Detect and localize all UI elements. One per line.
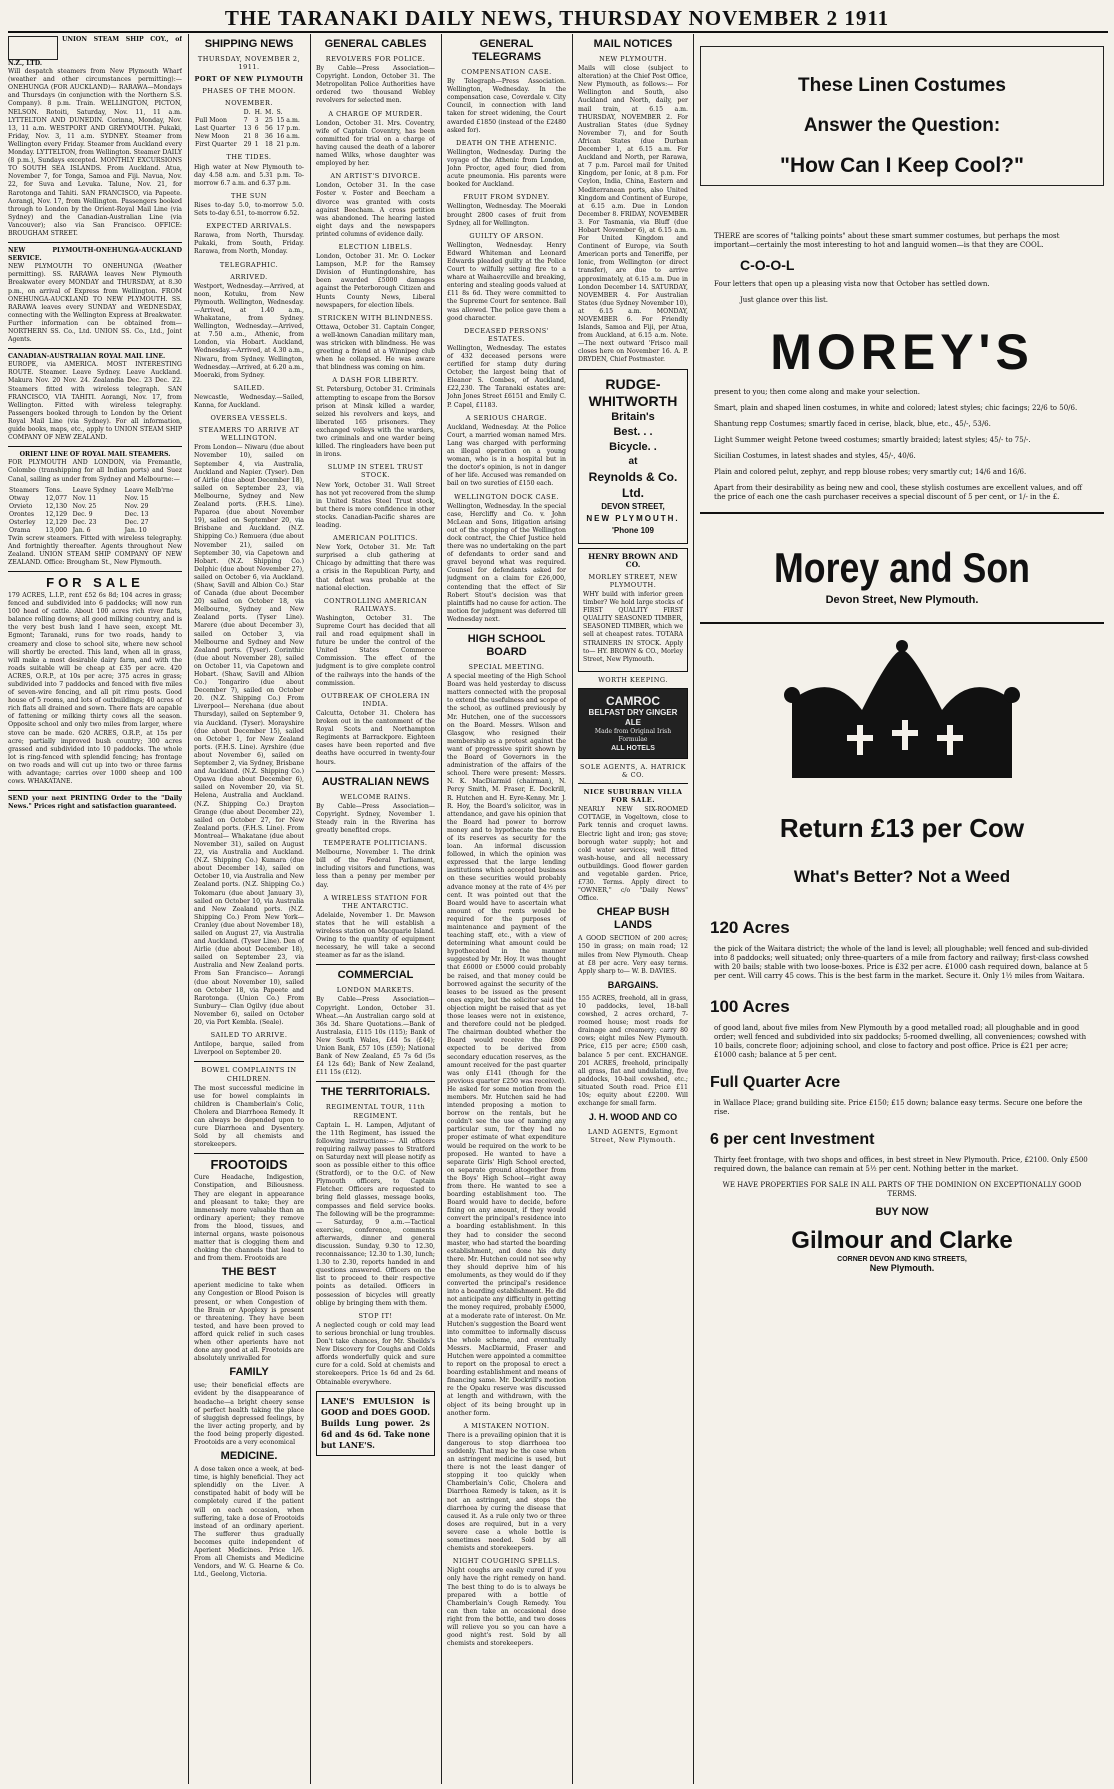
cool-word: C-O-O-L: [740, 257, 795, 273]
costume-list: [700, 404, 1104, 502]
canadian-line-ad: [8, 353, 182, 442]
table-cell: 1: [254, 141, 259, 149]
table-cell: 12,130: [45, 502, 68, 510]
np-onehunga-heading: NEW PLYMOUTH-ONEHUNGA-AUCKLAND SERVICE.: [8, 247, 182, 263]
cable-heading: A CHARGE OF MURDER.: [328, 109, 423, 118]
printing-ad: SEND your next PRINTING Order to the "Daily News." Prices right and satisfaction guaranteed.: [8, 795, 182, 811]
port-heading: PORT OF NEW PLYMOUTH: [194, 75, 304, 84]
night-coughing-heading: NIGHT COUGHING SPELLS.: [452, 1557, 561, 1566]
column-rule: [693, 34, 694, 1784]
costume-item: Shantung repp Costumes; smartly faced in cerise, black, blue, etc., 45/-, 53/6.: [714, 420, 991, 428]
column-shipping-ads: [8, 36, 182, 1781]
column-mail-notices: [578, 36, 688, 1781]
cable-text: London, October 31. Mrs. Coventry, wife of Captain Coventry, has been committed for trial on a charge of having caused the death of a laborer named Wilks, whose daughter was employed by her.: [316, 119, 435, 168]
special-meeting-heading: SPECIAL MEETING.: [468, 663, 545, 671]
table-cell: 12,129: [45, 510, 68, 518]
telegram-text: Wellington, Wednesday. In the special case, Hercliffy and Co. v. John McLean and Sons, litigation arising out of the stopping of the Wellington dock contract, the Chief Justice held there was no undertaking on the part of defendants to order sand and gravel beyond what was required. Counsel for defendants asked for judgment on a claim for £26,000, contending that the effect of Sir Robert Stout's decision was that plaintiffs had no cause for action. The motion for judgment was deferred till Wednesday next.: [447, 502, 566, 623]
medicine-heading: MEDICINE.: [220, 1450, 278, 1463]
orient-line-text: FOR PLYMOUTH AND LONDON, via Fremantle, Colombo (transhipping for all Indian ports) and Suez Canal, sailing as under from Sydney and Melbourne:—: [8, 459, 182, 483]
rudge-whitworth-ad: [578, 369, 688, 544]
cheap-bush-lands-heading: CHEAP BUSH LANDS: [596, 906, 670, 932]
family-text: use; their beneficial effects are evident by the disappearance of headache—a bright cheery sense of perfect health taking the place of sluggish depressed feelings, by the liver acting properly, and by the food being properly digested. Frootoids are a very economical: [194, 1382, 304, 1446]
cammoc-agents: SOLE AGENTS, A. HATRICK & CO.: [580, 762, 686, 779]
high-school-board-text: A special meeting of the High School Board was held yesterday to discuss matters connected with the proposal to extend the usefulness and scope of the school, as outlined previously by Mr. Hutchen, one of the successors on the Board. Messrs. Wilson and Glasgow, who resigned their membership as a protest against the want of progressive spirit shown by the Board of Governors in the administration of the affairs of the school. There were present: Messrs. N. K. MacDiarmid (chairman), N. Percy Smith, M. Fraser, E. Dockrill, R. Hutchen and H. Eyre-Kenny. Mr. J. R. Hoy, the Board's solicitor, was in attendance, and gave his opinion that the Board had power to borrow money and to hypothecate the rents of its reserves as security for the loan. An informal discussion followed, in which the opinion was expressed that the large lending institutions which accepted business on these securities would probably advance money at the rate of 4½ per cent. It was pointed out that the Board would have to ascertain what amount of the rents would be required for the purposes of maintenance and payment of the teaching staff, etc., with a view of determining what amount could be hypothecated in the manner suggested by Mr. Hoy. It was thought that £6000 or £5000 could probably be raised, and that money could be borrowed against the security of the leases to be issued as the present ones expire, but the solicitor said the objection might be raised that as yet those leases were not in existence, and therefore could not be pledged. The chairman doubted whether the Board would receive the £800 expected to be derived from secondary education reserves, as the amount received for the past quarter was only £141 (though for the previous quarter £250 was received). He asked for some motion from the members. Mr. Hutchen said he had intended proposing a motion to borrow on the rentals, but he couldn't see the use of naming any particular sum, for they had no proper estimate of what expenditure would be required on the work to be proposed. He wanted to have a separate Girls' High School erected, on separate ground altogether from the Boys' High School—right away from there. He wanted to see a boarding establishment too. The Board would have to decide, before fixing on any amount, if they would convert the principal's residence into a boarding establishment. In this they had to consider the second master, who had started the boarding establishment, and done his duty there. Mr. Hutchen could not see why they should deprive him of his emoluments, as they would do if they converted the principal's residence into a boarding establishment. He did not anticipate any difficulty in getting the money required, probably £5000, at a moderate rate of interest. On Mr. Hutchen's suggestion the Board went into committee to informally discuss the whole scheme, and eventually Messrs. MacDiarmid, Fraser and Hutchen were appointed a committee to report on the proposal to erect a boarding establishment and means of financing same. Mr. Dockrill's motion re the Opaku reserve was discussed at length and withdrawn, with the object of its being brought up in another form.: [447, 673, 566, 1417]
table-row: [194, 133, 304, 141]
cable-heading: OUTBREAK OF CHOLERA IN INDIA.: [320, 691, 431, 708]
telegram-heading: COMPENSATION CASE.: [461, 68, 552, 76]
table-cell: 21: [243, 133, 252, 141]
present-text: present to you; then come along and make your selection.: [714, 388, 921, 396]
table-cell: Dec. 23: [72, 518, 97, 526]
costume-item: Plain and colored pelut, zephyr, and repp blouse robes; very smartly cut; 14/6 and 16/6.: [714, 468, 1027, 476]
telegram-text: Wellington, Wednesday. The Moeraki brought 2800 cases of fruit from Sydney, all for Wellington.: [447, 203, 566, 227]
table-row: [8, 527, 182, 535]
orient-line-heading: ORIENT LINE OF ROYAL MAIL STEAMERS.: [19, 451, 171, 459]
union-steam-ad: [8, 36, 182, 238]
sailed-text: Newcastle, Wednesday.—Sailed, Kanna, for Auckland.: [194, 393, 304, 409]
four-letters-text: Four letters that open up a pleasing vista now that October has settled down.: [714, 280, 990, 288]
table-cell: 29: [243, 141, 252, 149]
cable-text: New York, October 31. Wall Street has not yet recovered from the slump in United States Steel Trust stock, but there is more confidence in other stocks. Canadian-Pacific shares are leading.: [316, 481, 435, 529]
jh-wood-address: LAND AGENTS, Egmont Street, New Plymouth.: [587, 1128, 679, 1145]
gilmour-address: CORNER DEVON AND KING STREETS,: [837, 1256, 967, 1263]
telegram-text: By Telegraph—Press Association. Wellington, Wednesday. In the compensation case, Coverdale v. City Council, in connection with land taken for street widening, the Court awarded £1850 (instead of the £2480 asked for).: [447, 78, 566, 134]
the-best-heading: THE BEST: [221, 1266, 277, 1279]
night-coughing-text: Night coughs are easily cured if you only have the right remedy on hand. The best thing to do is to always be prepared with a bottle of Chamberlain's Cough Remedy. You can then take an occasional dose right from the bottle, and two doses will relieve you so you can have a good night's rest. Sold by all chemists and storekeepers.: [447, 1567, 566, 1648]
cammoc-line: ALL HOTELS: [611, 744, 655, 752]
cable-heading: A DASH FOR LIBERTY.: [332, 376, 419, 385]
table-cell: 13: [243, 125, 252, 133]
mail-notices-text: Mails will close (subject to alteration) at the Chief Post Office, New Plymouth, as follows:— For Wellington and South, also Auckland and North, daily, per mail train, at 6.15 a.m. THURSDAY, NOVEMBER 2. For Australian States (due Sydney November 7), and for South African States (due Durban December 1, at 6.15 a.m. For Auckland and North, per Rarawa, at 7 p.m. Parcel mail for United Kingdom, per Ionic, at 8 p.m. For Ceylon, India, China, Eastern and Mediterranean ports, also United Kingdom and Continent of Europe, at 6.15 a.m. Due in London December 8. FRIDAY, NOVEMBER 3. For Tasmania, via Bluff (due Hobart November 6), at 6.15 a.m. For United Kingdom and Continent of Europe, via South American ports and Teneriffe, per Ionic, from Wellington (or direct transfer), are due to arrive approximately, at 6.15 a.m. Due in London December 14. SATURDAY, NOVEMBER 4. For Australian States (due Sydney November 10), at 6.15 a.m. MONDAY, NOVEMBER 6. For Friendly Islands, Samoa and Fiji, per Atua, from Auckland, at 6.15 a.m. Note.—The next outward 'Frisco mail closes here on November 16. A. P. DRYDEN, Chief Postmaster.: [578, 65, 688, 364]
territorials-subheading: REGIMENTAL TOUR, 11th REGIMENT.: [325, 1103, 426, 1120]
table-cell: Orontes: [9, 510, 35, 518]
tides-heading: THE TIDES.: [226, 153, 272, 162]
table-cell: 6: [254, 125, 259, 133]
telegram-text: Auckland, Wednesday. At the Police Court, a married woman named Mrs. Lang was charged with performing an illegal operation on a young woman, who is in a hospital but in the doctor's opinion, is not in danger of her life. Accused was remanded on bail on two sureties of £150 each.: [447, 423, 566, 488]
table-cell: 12,129: [45, 518, 68, 526]
frootoids-heading: FROOTOIDS: [210, 1157, 288, 1173]
territorials-text: Captain L. H. Lampen, Adjutant of the 11th Regiment, has issued the following instructions:— All officers requiring railway passes to Stratford on Saturday next will please notify as soon as possible either to this office (Stratford), or to the O.C. of New Plymouth officers, to Captain Fletcher. Officers are requested to bring field glasses, message books, compasses and field service books. The following will be the programme:— Saturday, 9 a.m.—Tactical exercise, conference, comments afterwards, dinner and general discussion. Sunday, 9.30 to 12.30, reconnaissance; 12.30 to 1.30, lunch; 1.30 to 2.30, reports handed in and questions answered. Officers on the list to proceed to their respective points as detailed. Officers in possession of bicycles will greatly oblige by bringing them with them.: [316, 1121, 435, 1307]
expected-text: Rarawa, from North, Thursday. Pukaki, from South, Friday. Rarawa, from North, Monday.: [194, 232, 304, 256]
table-cell: Nov. 25: [72, 502, 97, 510]
henry-brown-text: WHY build with inferior green timber? We hold large stocks of FIRST QUALITY FIRST QUALITY SEASONED TIMBER, SEASONED TIMBER, which we sell at cheapest rates. TOTARA STRAINERS IN STOCK. Apply to— HY. BROWN & CO., Morley Street, New Plymouth.: [583, 590, 683, 663]
cable-heading: ELECTION LIBELS.: [338, 242, 413, 251]
table-cell: Steamers: [9, 486, 39, 494]
cable-heading: SLUMP IN STEEL TRUST STOCK.: [327, 463, 424, 480]
table-row: [8, 487, 182, 495]
for-sale-text: 179 ACRES, L.I.P., rent £52 6s 8d; 104 acres in grass; fenced and subdivided into 6 paddocks; will now run 100 head of cattle. About 100 acres rich river flats, balance rolling downs; all good milking country, and is the very best bush land I have seen, except Mt. Egmont; Taranaki, runs for two roads, handy to creamery and close to school site, where new school will shortly be erected. This land, when all in grass, will make a most desirable dairy farm, and with the roads suitable will be cheap at £35 per acre. 420 ACRES, O.R.P., at 10s per acre; 375 acres in grass; subdivided into 7 paddocks and fenced with five miles of seven-wire fencing, and all pit rimu posts. Good house of 5 rooms, and lots of outbuildings; 40 acres of rich flats all drained and sown. There flats are capable of fattening or milking thirty cows all the season. Opposite school and only two miles from larger, where stove can be made. 620 ACRES, O.R.P., at 15s per acre; partially improved bush country; 300 acres grassed and subdivided into 10 paddocks. The whole lot is ring-fenced with splendid fencing; has frontage on two roads and will cut up into two or three farms with advantage; carries over 1000 sheep and 100 cows. WHAKATANE.: [8, 591, 182, 786]
masthead-rule: [8, 31, 1108, 33]
aus-heading: WELCOME RAINS.: [340, 792, 411, 801]
whats-better-title: What's Better? Not a Weed: [793, 867, 1011, 886]
cammoc-line: BELFAST DRY GINGER ALE: [588, 707, 678, 727]
column-shipping-news: [194, 36, 304, 1781]
table-cell: Dec. 27: [124, 518, 149, 526]
cable-heading: STRICKEN WITH BLINDNESS.: [317, 313, 434, 322]
henry-brown-ad: [578, 548, 688, 672]
sailed-heading: SAILED.: [233, 383, 265, 392]
medicine-text: A dose taken once a week, at bed-time, is highly beneficial. They act splendidly on the Liver. A constipated habit of body will be completely cured if the patient will on each occasion, when suffering, take a dose of Frootoids instead of an ordinary aperient. The sufferer thus gradually becomes quite independent of Aperient Medicines. Price 1/6. From all Chemists and Medicine Vendors, and W. G. Hearne & Co. Ltd., Geelong, Victoria.: [194, 1466, 304, 1579]
territorials-heading: THE TERRITORIALS.: [320, 1086, 431, 1099]
sun-heading: THE SUN: [231, 191, 267, 200]
table-cell: Full Moon: [195, 117, 227, 125]
column-rule: [310, 34, 311, 1784]
arrived-heading: ARRIVED.: [230, 272, 268, 281]
column-rule: [188, 34, 189, 1784]
cammoc-line: CAMROC: [606, 693, 660, 708]
rudge-line: 'Phone 109: [612, 525, 654, 535]
morey-address: Devon Street, New Plymouth.: [825, 594, 979, 606]
table-cell: Dec. 9: [72, 510, 93, 518]
sailed-to-arrive-text: Antilope, barque, sailed from Liverpool on September 20.: [194, 1041, 304, 1057]
canadian-line-heading: CANADIAN-AUSTRALIAN ROYAL MAIL LINE.: [8, 353, 166, 361]
rudge-line: NEW PLYMOUTH.: [586, 513, 680, 523]
london-markets-heading: LONDON MARKETS.: [336, 986, 415, 995]
aus-text: Melbourne, November 1. The drink bill of the Federal Parliament, including visitors and functions, was less than a penny per member per day.: [316, 849, 435, 889]
arrived-text: Westport, Wednesday.—Arrived, at noon, Kotuku, from New Plymouth. Wellington, Wednesday.—Arrived, at 1.40 a.m., Whakatane, from Sydney. Wellington, Wednesday.—Arrived, at 7.50 a.m., Athenic, from London, via Hobart. Auckland, Wednesday.—Arrived, at 4.30 a.m., Niwaru, from Sydney. Wellington, Wednesday.—Arrived, at 6.20 a.m., Moeraki, from Sydney.: [194, 282, 304, 379]
orient-line-ad: [8, 451, 182, 567]
table-cell: Osterley: [9, 518, 36, 526]
masthead: THE TARANAKI DAILY NEWS, THURSDAY NOVEMBER 2 1911: [224, 6, 890, 30]
rudge-line: Britain's: [611, 410, 655, 423]
shipping-news-heading: SHIPPING NEWS: [204, 38, 294, 50]
moon-phases-heading: PHASES OF THE MOON.: [202, 87, 296, 96]
table-cell: 56: [265, 125, 273, 133]
table-cell: Jan. 10: [124, 526, 147, 534]
cable-text: By Cable—Press Association—Copyright. London, October 31. The Metropolitan Police Authorities have ordered two thousand Webley revolvers for selected men.: [316, 65, 435, 105]
rudge-line: RUDGE-: [605, 375, 661, 392]
morey-and-son-ad: [700, 36, 1104, 1781]
table-cell: Last Quarter: [195, 125, 236, 133]
table-row: [8, 495, 182, 503]
acres-100-text: of good land, about five miles from New Plymouth by a good metalled road; all ploughable and in good order; well fenced and subdivided into six paddocks; 5-roomed dwelling, all conveniences; cowshed with 10 bails, concrete floor; adjoining school, and close to factory and post office. Price is £21 per acre; £1000 cash; balance at 5 per cent.: [714, 1024, 1087, 1059]
rudge-line: Bicycle. .: [609, 440, 657, 453]
table-cell: Leave Sydney: [72, 486, 116, 494]
moreys-logo-text: MOREY'S: [770, 324, 1034, 380]
column-rule: [572, 34, 573, 1784]
table-cell: 3: [254, 117, 259, 125]
crown-illustration: [700, 640, 1104, 794]
column-general-telegrams: [447, 36, 566, 1781]
table-cell: 16 a.m.: [276, 133, 300, 141]
union-steam-heading: UNION STEAM SHIP COY., of N.Z., LTD.: [8, 36, 182, 67]
table-cell: 25: [265, 117, 273, 125]
quarter-acre-text: in Wallace Place; grand building site. Price £150; £15 down; balance easy terms. Secure one before the rise.: [714, 1099, 1083, 1116]
table-cell: Tons.: [45, 486, 62, 494]
table-row: [8, 519, 182, 527]
crown-icon: [772, 640, 1032, 790]
cable-heading: AN ARTIST'S DIVORCE.: [330, 172, 421, 181]
acres-120-heading: 120 Acres: [710, 918, 790, 937]
frootoids-text: Cure Headache, Indigestion, Constipation, and Biliousness. They are elegant in appearance and pleasant to take; they are immensely more valuable than an ordinary aperient; they remove from the blood, tissues, and internal organs, waste poisonous matter that is clogging them and choking the channels that lead to and from them. Frootoids are: [194, 1174, 304, 1263]
henry-brown-heading: HENRY BROWN AND CO.: [588, 551, 678, 569]
rudge-line: Best. . .: [613, 425, 653, 438]
jh-wood-heading: J. H. WOOD AND CO: [588, 1112, 678, 1123]
mistaken-notion-text: There is a prevailing opinion that it is dangerous to stop diarrhoea too suddenly. That may be the case when an astringent medicine is used, but there is not the least danger of stopping it too quickly when Chamberlain's Colic, Cholera and Diarrhoea Remedy is taken, as it is not an astringent, and stops the diarrhoea by curing the disease that caused it. As a rule only two or three doses are required, but in a very severe case a whole bottle is sometimes needed. Sold by all chemists and storekeepers.: [447, 1431, 566, 1553]
sailed-to-arrive-heading: SAILED TO ARRIVE.: [210, 1031, 288, 1040]
table-cell: Orvieto: [9, 502, 33, 510]
bargains-text: 155 ACRES, freehold, all in grass, 10 paddocks, level, 18-ball cowshed, 2 acres orchard, 7-roomed house; most roads for drainage and creamery; carry 80 cows; eight miles New Plymouth. Price, £15 per acre; £500 cash, balance 5 per cent. EXCHANGE. 201 ACRES, freehold, principally all grass, flat and undulating, five paddocks, 10-bail cowshed, etc.; situated South road. Price £11 10s; equity about £2200. Will exchange for small farm.: [578, 994, 688, 1108]
cable-text: Washington, October 31. The Supreme Court has decided that all rail and road equipment shall in future be under the control of the United States Commerce Commission. The effect of the judgment is to give complete control of the railways into the hands of the commission.: [316, 614, 435, 687]
cable-text: St. Petersburg, October 31. Criminals attempting to escape from the Borsov prison at Minsk killed a warder, seized his revolvers and keys, and liberated 165 prisoners. They exchanged volleys with the warders, two criminals and one warder being killed. The ringleaders have been put in irons.: [316, 386, 435, 459]
telegram-heading: GUILTY OF ARSON.: [469, 231, 544, 240]
telegram-heading: DECEASED PERSONS' ESTATES.: [463, 326, 550, 343]
cammoc-line: Made from Original Irish Formulae: [594, 727, 672, 743]
steamers-text: From London— Niwaru (due about November 10), sailed on September 4, via Australia, Auckland and Napier. (Tyser). Den of Airlie (due about December 18), sailed on September 23, via Melbourne, Sydney and New Zealand ports. (F.H.S. Line). Paparoa (due about November 19), sailed on September 20, via Brisbane and Auckland. (N.Z. Shipping Co.) Remuera (due about November 21), sailed on September 30, via Capetown and Hobart. (N.Z. Shipping Co.) Delphic (due about November 27), sailed on October 6, via Auckland. (Shaw, Savill and Albion Co.) Star of Canada (due about December 20) sailed on October 18, via Melbourne, Sydney and New Zealand ports. (Tyser Line). Marere (due about December 3), sailed on October 3, via Melbourne and Sydney and New Zealand ports. (Tyser). Corinthic (due about November 28), sailed on October 11, via Capetown and Hobart. (Shaw, Savill and Albion Co.) Tongariro (due about December 7), sailed on October 20. (N.Z. Shipping Co.) From Liverpool— Nerehana (due about Thursday), sailed on September 9, via Auckland. (Tyser). Morayshire (due about December 15), sailed on October 1, for New Zealand ports. (F.H.S. Line). Ayrshire (due about November 6), sailed on September 2, via Sydney, Brisbane and Auckland. (N.Z. Shipping Co.) Opawa (due about December 6), sailed on November 20, via St. Helena, Australia and Auckland. (N.Z. Shipping Co.) Drayton Grange (due about December 22), sailed on October 27, for New Zealand ports. (F.H.S. Line). From Montreal— Whakatane (due about November 31), sailed on August 22, via Australia and Auckland. (N.Z. Shipping Co.) Kumara (due about December 14), sailed on October 10, via Australia and New Zealand ports. (N.Z. Shipping Co.) Tokomaru (due about January 3), sailed on October 10, via Australia and New Zealand ports. (N.Z. Shipping Co.) From New York— Cranley (due about November 18), sailed on August 27, via Australia and Auckland. (Tyser Line). Den of Airlie (due about December 18), sailed on September 23, via Australia and New Zealand ports. From San Francisco— Aorangi (due about November 10), sailed on October 18, via Papeete and Rarotonga. (Union Co.) From Sunbury— Clan Ogilvy (due about November 6), sailed on October 20, via Port Kembla. (Seale).: [194, 444, 304, 1027]
table-cell: D.: [243, 109, 251, 117]
cable-text: Ottawa, October 31. Captain Conger, a well-known Canadian military man, was stricken with blindness. He was greeting a friend at a Winnipeg club when he collapsed. He was aware that blindness was coming on him.: [316, 323, 435, 372]
telegram-text: Wellington, Wednesday. Henry Edward Whiteman and Leonard Edwards pleaded guilty at the Police Court to wilfully setting fire to a whare at Waihaercville and breaking, entering and stealing goods valued at £11 8s 6d. They were committed to the Supreme Court for sentence. Bail was allowed. The police gave them a good character.: [447, 241, 566, 322]
mail-notices-heading: MAIL NOTICES: [593, 38, 673, 50]
table-cell: 21 p.m.: [276, 141, 301, 149]
worth-keeping-heading: WORTH KEEPING.: [598, 675, 668, 684]
cheap-bush-lands-text: A GOOD SECTION of 200 acres; 150 in grass; on main road; 12 miles from New Plymouth. Cheap at £8 per acre. Very easy terms. Apply sharp to— W. B. DAVIES.: [578, 935, 688, 975]
villa-text: NEARLY NEW SIX-ROOMED COTTAGE, in Vogeltown, close to Park tennis and croquet lawns. Electric light and iron; gas stove; borough water supply; hot and cold water services; well fitted wash-house, and all necessary outbuildings. Good flower garden and vegetable garden. Price, £730. Terms. Apply direct to "OWNER," c/o "Daily News" Office.: [578, 806, 688, 903]
costumes-intro: THERE are scores of "talking points" about these smart summer costumes, but perhaps the most important—certainly the most interesting to hot and languid women—is that they are COOL.: [714, 232, 1060, 249]
cable-text: London, October 31. In the case Foster v. Foster and Beecham a divorce was granted with costs against Beecham. A cross petition was abandoned. The hearing lasted eight days and the newspapers printed columns of evidence daily.: [316, 182, 435, 238]
telegram-heading: A SERIOUS CHARGE.: [465, 413, 548, 422]
commercial-heading: COMMERCIAL: [337, 969, 414, 982]
table-cell: H.: [254, 109, 262, 117]
the-best-text: aperient medicine to take when any Congestion or Blood Poison is present, or when Congestion of the Brain or Apoplexy is present or threatening. They have been tested, and have been proved to afford quick relief in such cases when other aperients have not done any good at all. Frootoids are absolutely unrivalled for: [194, 1282, 304, 1363]
oversea-heading: OVERSEA VESSELS.: [210, 414, 288, 423]
australian-news-heading: AUSTRALIAN NEWS: [321, 775, 430, 788]
tides-text: High water at New Plymouth to-day 4.58 a.m. and 5.31 p.m. To-morrow 6.7 a.m. and 6.37 p.m.: [194, 163, 304, 187]
np-onehunga-text: NEW PLYMOUTH TO ONEHUNGA (Weather permitting). SS. RARAWA leaves New Plymouth Breakwater every MONDAY and THURSDAY, at 8.30 p.m., on arrival of Express from Wellington. FROM ONEHUNGA-AUCKLAND TO NEW PLYMOUTH. SS. RARAWA leaves every SUNDAY and WEDNESDAY, connecting with the Wellington Express at Breakwater. Further information can be obtained from— NORTHERN SS. Co., Ltd. UNION SS. Co., Ltd., Joint Agents.: [8, 263, 182, 344]
table-cell: M.: [265, 109, 274, 117]
cammoc-ginger-ale-ad: [578, 688, 688, 759]
cable-text: New York, October 31. Mr. Taft surprised a club gathering at Chicago by admitting that there was a crisis in the Republican Party, and that defeat was probable at the national election.: [316, 544, 435, 592]
table-cell: 15 a.m.: [276, 117, 300, 125]
answer-question-title: Answer the Question:: [803, 115, 1001, 136]
aus-heading: TEMPERATE POLITICIANS.: [323, 839, 428, 848]
high-school-board-heading: HIGH SCHOOL BOARD: [467, 633, 546, 658]
villa-heading: NICE SUBURBAN VILLA FOR SALE.: [583, 788, 683, 805]
aus-heading: A WIRELESS STATION FOR THE ANTARCTIC.: [323, 893, 428, 910]
aus-text: By Cable—Press Association—Copyright. Sydney, November 1. Steady rain in the Riverina has greatly benefited crops.: [316, 802, 435, 834]
mail-place: NEW PLYMOUTH.: [599, 55, 667, 63]
table-cell: 18: [265, 141, 273, 149]
rudge-line: WHITWORTH: [588, 392, 678, 409]
sun-text: Rises to-day 5.0, to-morrow 5.0. Sets to-day 6.51, to-morrow 6.52.: [194, 201, 304, 218]
canadian-line-text: EUROPE, via AMERICA. MOST INTERESTING ROUTE. Steamer. Leave Sydney. Leave Auckland. Makura Nov. 20 Nov. 24. Zealandia Dec. 23 Dec. 22. Steamers fitted with wireless telegraph. SAN FRANCISCO, VIA TAHITI. Aorangi, Nov. 17, from Wellington. Fitted with wireless telegraphy. Passengers booked through to London by the Orient Royal Mail Line (via Sydney). For all information, guide books, maps, etc., apply to UNION STEAM SHIP COMPANY OF NEW ZEALAND.: [8, 361, 182, 442]
moon-month: NOVEMBER.: [225, 99, 273, 108]
table-cell: Leave Melb'rne: [124, 486, 174, 494]
rudge-line: at: [628, 455, 638, 467]
six-percent-text: Thirty feet frontage, with two shops and offices, in best street in New Plymouth. Price, £2100. Only £500 required down, the balance can remain at 5½ per cent. Nothing better in the market.: [714, 1156, 1088, 1173]
gilmour-town: New Plymouth.: [869, 1263, 935, 1273]
table-cell: 7: [243, 117, 248, 125]
costume-item: Apart from their desirability as being new and cool, these stylish costumes are excellent values, and off the price of each one the cash purchaser receives a special discount of 5 per cent, or 1/- in the £.: [714, 484, 1082, 501]
costume-item: Sicilian Costumes, in latest shades and styles, 45/-, 40/6.: [714, 452, 916, 460]
buy-now-text: BUY NOW: [875, 1206, 929, 1218]
stop-it-text: A neglected cough or cold may lead to serious bronchial or lung troubles. Don't take chances, for Mr. Sheilds's New Discovery for Coughs and Colds affords wonderfully quick and sure cure for a cold. Sold at chemists and storekeepers. Price 1s 6d and 2s 6d. Obtainable everywhere.: [316, 1321, 435, 1386]
column-general-cables: [316, 36, 435, 1781]
cable-heading: CONTROLLING AMERICAN RAILWAYS.: [323, 596, 428, 613]
costume-item: Light Summer weight Petone tweed costumes; smartly braided; latest styles; 45/- to 75/-.: [714, 436, 1031, 444]
table-row: [194, 141, 304, 149]
linen-costumes-title: These Linen Costumes: [798, 75, 1006, 96]
mistaken-notion-heading: A MISTAKEN NOTION.: [463, 1421, 550, 1430]
telegram-heading: DEATH ON THE ATHENIC.: [456, 138, 557, 147]
table-cell: 17 p.m.: [276, 125, 301, 133]
table-row: [194, 117, 304, 125]
return-per-cow-title: Return £13 per Cow: [779, 813, 1025, 843]
table-cell: Jan. 6: [72, 526, 91, 534]
column-rule: [441, 34, 442, 1784]
lanes-emulsion-ad: LANE'S EMULSION is GOOD and DOES GOOD. Builds Lung power. 2s 6d and 4s 6d. Take none but LANE'S.: [316, 1391, 435, 1456]
family-heading: FAMILY: [229, 1366, 269, 1379]
quarter-acre-heading: Full Quarter Acre: [710, 1074, 841, 1091]
general-cables-heading: GENERAL CABLES: [324, 38, 427, 50]
telegram-text: Wellington, Wednesday. During the voyage of the Athenic from London, John Proctor, aged four, died from acute pneumonia. His parents were booked for Auckland.: [447, 148, 566, 189]
table-cell: 13,000: [45, 526, 68, 534]
table-cell: 36: [265, 133, 273, 141]
general-telegrams-heading: GENERAL TELEGRAMS: [471, 38, 542, 63]
orient-sailings-table: [8, 487, 182, 535]
table-cell: Nov. 15: [124, 494, 149, 502]
telegram-heading: WELLINGTON DOCK CASE.: [454, 492, 559, 501]
table-cell: Orama: [9, 526, 31, 534]
henry-brown-address: MORLEY STREET, NEW PLYMOUTH.: [588, 572, 678, 589]
table-cell: S.: [276, 109, 283, 117]
london-markets-text: By Cable—Press Association—Copyright. London, October 31. Wheat.—An Australian cargo sold at 36s 3d. Share Quotations.—Bank of Australasia, £115 10s (115); Bank of New South Wales, £44 5s (£44); Union Bank, £57 10s (£59); National Bank of New Zealand, £5 7s 6d (5s £4 12s 6d); Bank of New Zealand, £11 15s (£12).: [316, 996, 435, 1077]
table-cell: First Quarter: [195, 141, 237, 149]
cable-text: London, October 31. Mr. O. Locker Lampson, M.P. for the Ramsey Division of Huntingdonshire, has been awarded £5000 damages against the Peterborough Citizen and Hunts County News, Liberal newspapers, for election libels.: [316, 253, 435, 309]
properties-text: WE HAVE PROPERTIES FOR SALE IN ALL PARTS OF THE DOMINION ON EXCEPTIONALLY GOOD TERMS.: [722, 1181, 1082, 1198]
table-cell: Otway: [9, 494, 30, 502]
cable-text: Calcutta, October 31. Cholera has broken out in the cantonment of the Royal Scots and Northampton Regiments at Barrackpore. Eighteen cases have been reported and five deaths have occurred in twenty-four hours.: [316, 709, 435, 766]
telegraphic-heading: TELEGRAPHIC.: [219, 260, 279, 269]
acres-100-heading: 100 Acres: [710, 997, 790, 1016]
table-row: [194, 125, 304, 133]
table-row: [8, 511, 182, 519]
telegram-text: Wellington, Wednesday. The estates of 432 deceased persons were certified for stamp duty during October, the largest being that of Eleanor S. Combes, of Auckland, £22,230. The Taranaki estates are: John Jones Street £6151 and Emily C. P. Capel, £1183.: [447, 344, 566, 409]
table-cell: Nov. 11: [72, 494, 97, 502]
glance-text: Just glance over this list.: [740, 296, 829, 304]
aus-text: Adelaide, November 1. Dr. Mawson states that he will establish a wireless station on Macquarie Island. Owing to the quantity of equipment necessary, he will take a second steamer as far as the island.: [316, 911, 435, 960]
gilmour-clarke-title: Gilmour and Clarke: [791, 1227, 1013, 1254]
shipping-date: THURSDAY, NOVEMBER 2, 1911.: [197, 55, 301, 72]
cable-heading: AMERICAN POLITICS.: [333, 534, 418, 543]
union-steam-text: Will despatch steamers from New Plymouth Wharf (weather and other circumstances permitting):— ONEHUNGA (FOR AUCKLAND)— RARAWA—Mondays and Thursdays (in conjunction with the Northern S.S. Company). 8 p.m. Train. WELLINGTON, PICTON, NELSON. Rotoiti, Saturday, Nov. 11, 11 a.m. LYTTELTON AND DUNEDIN. Corinna, Monday, Nov. 13, 11 a.m. WESTPORT AND GREYMOUTH. Pukaki, Friday, Nov. 3, 11 a.m. SYDNEY. Steamer from Wellington every Friday. Steamer from Auckland every Monday. LYTTELTON, from Wellington. Steamer DAILY (8 p.m.), Sundays excepted. MONTHLY EXCURSIONS TO SOUTH SEA ISLANDS. From Auckland. Atua, November 7, for Tonga, Samoa and Fiji. Navua, Nov. 22, for Suva and Levuka. Talune, Nov. 21, for Rarotonga and Tahiti. SAN FRANCISCO, via Papeete. Aorangi, Nov. 17, from Wellington. Passengers booked through to London by the Orient-Royal Mail Line (via Sydney) and the Canadian-Australian Line (via Vancouver); also via San Francisco. OFFICE: BROUGHAM STREET.: [8, 68, 182, 237]
table-cell: [194, 109, 243, 117]
expected-heading: EXPECTED ARRIVALS.: [206, 222, 292, 231]
bargains-heading: BARGAINS.: [607, 979, 659, 990]
table-cell: Nov. 29: [124, 502, 149, 510]
table-row: [8, 503, 182, 511]
keep-cool-question: "How Can I Keep Cool?": [780, 154, 1024, 177]
telegram-heading: FRUIT FROM SYDNEY.: [463, 193, 550, 202]
table-cell: 8: [254, 133, 259, 141]
steamers-heading: STEAMERS TO ARRIVE AT WELLINGTON.: [198, 426, 300, 443]
acres-120-text: the pick of the Waitara district; the whole of the land is level; all ploughable; well fenced and sub-divided into 8 paddocks; well situated; only three-quarters of a mile from factory and railway; first-class cowshed with 20 bails; stable with two loose-boxes. Price is £32 per acre. £1000 cash required down, balance at 5 per cent. Will carry 45 cows. This is the best farm in the market. Secure it. Only 1½ miles from Waitara.: [714, 945, 1089, 980]
table-cell: 12,077: [45, 494, 68, 502]
bowel-heading: BOWEL COMPLAINTS IN CHILDREN.: [201, 1066, 297, 1083]
orient-line-footer: Twin screw steamers. Fitted with wireless telegraphy. And fortnightly thereafter. Agents throughout New Zealand. UNION STEAM SHIP COMPANY OF NEW ZEALAND. Office: Brougham St., New Plymouth.: [8, 534, 182, 566]
costume-item: Smart, plain and shaped linen costumes, in white and colored; latest styles; chic facings; 22/6 to 50/6.: [714, 404, 1078, 412]
for-sale-heading: FOR SALE: [46, 574, 144, 590]
table-cell: New Moon: [195, 133, 230, 141]
np-onehunga-ad: [8, 247, 182, 344]
rudge-line: Reynolds & Co. Ltd.: [588, 469, 678, 500]
table-cell: Dec. 13: [124, 510, 149, 518]
moon-phases-table: [194, 109, 304, 149]
table-row: [194, 109, 304, 117]
stop-it-heading: STOP IT!: [358, 1311, 393, 1320]
steamship-icon: [8, 36, 58, 60]
cable-heading: REVOLVERS FOR POLICE.: [325, 55, 426, 63]
morey-and-son-title: Morey and Son: [774, 544, 1030, 591]
bowel-text: The most successful medicine in use for bowel complaints in children is Chamberlain's Colic, Cholera and Diarrhoea Remedy. It can always be depended upon to cure Diarrhoea and Dysentery. Sold by all chemists and storekeepers.: [194, 1084, 304, 1149]
six-percent-heading: 6 per cent Investment: [710, 1131, 875, 1148]
rudge-line: DEVON STREET,: [601, 501, 665, 511]
